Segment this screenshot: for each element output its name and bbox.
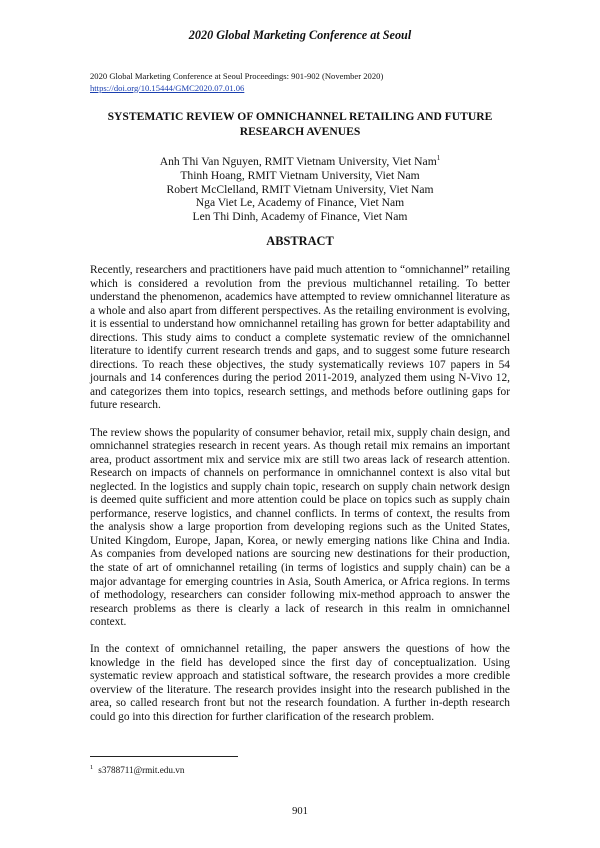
footnote-email: s3788711@rmit.edu.vn xyxy=(98,765,185,775)
author-4: Nga Viet Le, Academy of Finance, Viet Nam xyxy=(195,196,405,210)
footnote xyxy=(90,764,510,775)
paragraph-2: The review shows the popularity of consumer behavior, retail mix, supply chain design, and omnichannel strategies research in recent years. As though retail mix remains an important area, product assortment mix and service mix are still two areas lack of research attention. Research on impacts of channels on performance in omnichannel context is also vital but neglected. In the logistics and supply chain topic, research on supply chain network design is deemed quite sufficient and more attention could be place on topics such as supply chain performance, reserve logistics, and channel conflicts. In terms of context, the results from the analysis show a large proportion from developing regions such as the United States, United Kingdom, Europe, Japan, Korea, or newly emerging nations like China and India. As companies from developed nations are sourcing new destinations for their production, the state of art of omnichannel retailing (in terms of logistics and supply chain) can be a major advantage for emerging countries in Asia, South America, or Africa regions. In terms of methodology, researchers can consider following mix-method approach to answer the research problems as there is clearly a lack of research in this realm in omnichannel context. xyxy=(90,426,510,629)
title-line-2: RESEARCH AVENUES xyxy=(239,124,361,138)
author-2: Thinh Hoang, RMIT Vietnam University, Viet Nam xyxy=(180,168,420,182)
author-1-text: Anh Thi Van Nguyen, RMIT Vietnam University, Viet Nam xyxy=(159,155,437,168)
running-head: 2020 Global Marketing Conference at Seoul xyxy=(188,28,412,42)
author-1 xyxy=(90,152,510,169)
abstract-heading: ABSTRACT xyxy=(266,234,334,248)
title-line-1: SYSTEMATIC REVIEW OF OMNICHANNEL RETAILING AND FUTURE xyxy=(107,110,493,123)
proceedings-citation: 2020 Global Marketing Conference at Seoul Proceedings: 901-902 (November 2020) xyxy=(90,71,384,81)
paragraph-1: Recently, researchers and practitioners have paid much attention to “omnichannel” retailing which is considered a revolution from the previous multichannel retailing. To better understand the phenomenon, academics have attempted to review omnichannel literature as a whole and also apart from different perspectives. As the retailing environment is evolving, it is essential to understand how omnichannel retailing has grown for better adaptability and directions. This study aims to conduct a complete systematic review of the omnichannel literature to identify current research trends and gaps, and to suggest some future research directions. To reach these objectives, the study systematically reviews 107 papers in 54 journals and 14 conferences during the period 2011-2019, analyzed them using N-Vivo 12, and categorizes them into topics, research settings, and methods before outlining gaps for future research. xyxy=(90,264,510,412)
proceedings-info xyxy=(90,71,510,94)
abstract-body xyxy=(90,264,510,738)
footnote-divider xyxy=(90,756,238,757)
page-number: 901 xyxy=(292,806,308,817)
paper-title xyxy=(90,110,510,139)
author-list xyxy=(90,152,510,224)
author-footnote-mark: 1 xyxy=(436,154,441,162)
author-5: Len Thi Dinh, Academy of Finance, Viet Nam xyxy=(192,210,408,224)
author-3: Robert McClelland, RMIT Vietnam University, Viet Nam xyxy=(166,182,434,196)
doi-link[interactable]: https://doi.org/10.15444/GMC2020.07.01.06 xyxy=(90,82,245,93)
paragraph-3: In the context of omnichannel retailing, the paper answers the questions of how the knowledge in the field has developed since the first day of conceptualization. Using systematic review approach and statistical software, the research provides a more credible overview of the literature. The research provides insight into the research published in the area, so called research front but not the research foundation. A further in-depth research could go into this direction for further clarification of the research problem. xyxy=(90,643,510,723)
footnote-mark: 1 xyxy=(90,764,94,771)
